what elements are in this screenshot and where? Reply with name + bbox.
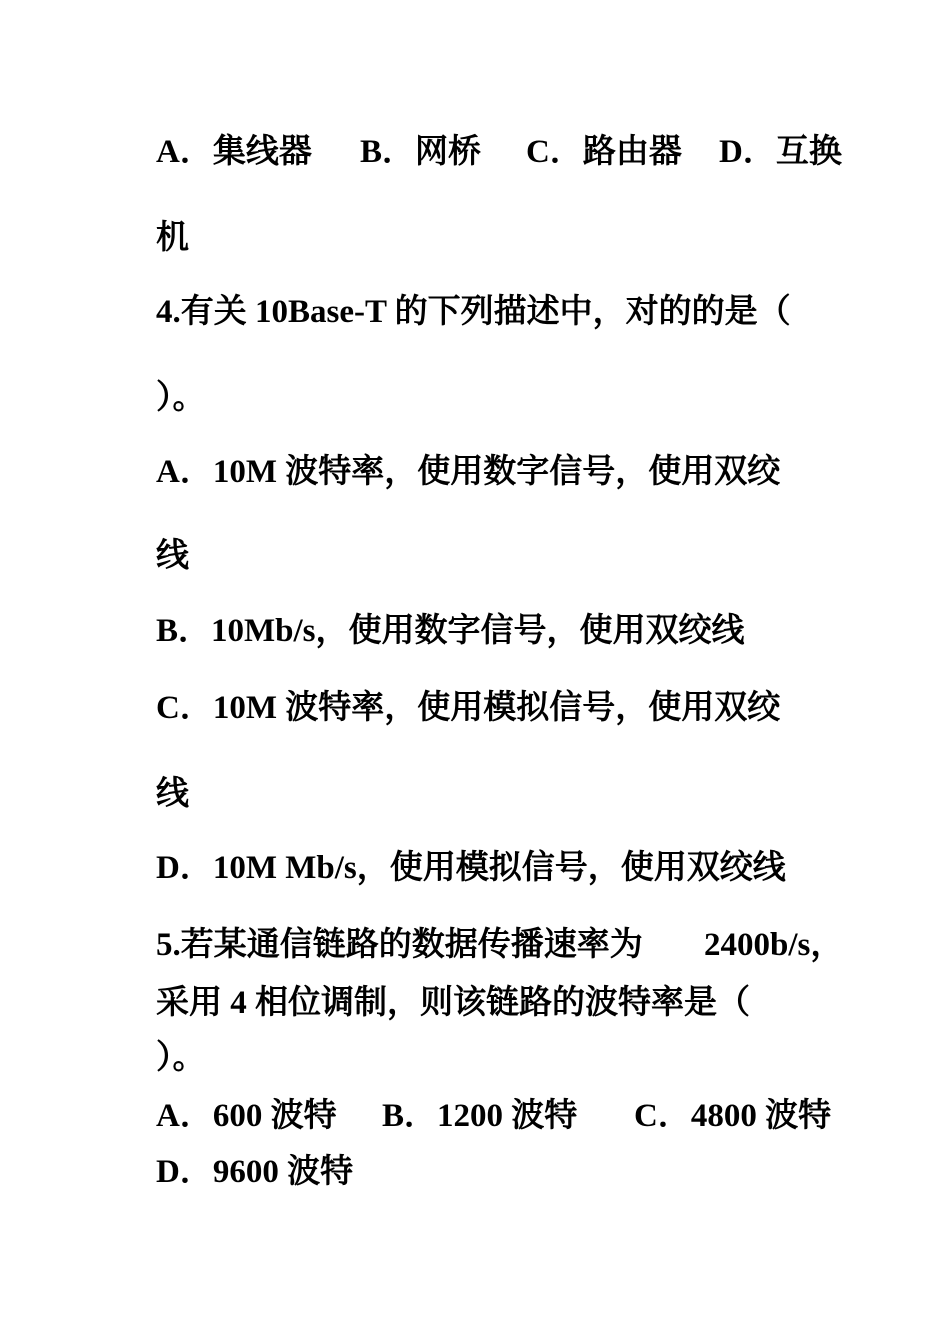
- q5-stem-left: 5.若某通信链路的数据传播速率为: [156, 927, 643, 963]
- q5-stem-line2: 采用 4 相位调制，则该链路的波特率是（: [156, 985, 750, 1021]
- q4-option-a-wrap: 线: [156, 538, 189, 574]
- q3-options-line: [156, 132, 876, 172]
- q4-stem-line2: ）。: [156, 380, 206, 416]
- q3-option-c: C．路由器: [526, 134, 682, 170]
- q3-option-b: B．网桥: [360, 134, 482, 170]
- q3-option-d-wrap: 机: [156, 220, 189, 256]
- q4-stem-line1: 4.有关 10Base-T 的下列描述中，对的的是（: [156, 294, 791, 330]
- q5-option-b: B．1200 波特: [382, 1098, 578, 1134]
- q5-stem-line1: [156, 925, 856, 965]
- q4-option-c: C．10M 波特率，使用模拟信号，使用双绞: [156, 690, 781, 726]
- q5-stem-rate: 2400b/s，: [704, 927, 844, 963]
- q3-option-a: A．集线器: [156, 134, 312, 170]
- q4-option-c-wrap: 线: [156, 776, 189, 812]
- q4-option-b: B．10Mb/s，使用数字信号，使用双绞线: [156, 613, 745, 649]
- q5-option-a: A．600 波特: [156, 1098, 337, 1134]
- q4-option-d: D．10M Mb/s，使用模拟信号，使用双绞线: [156, 850, 786, 886]
- q5-options-line: [156, 1096, 876, 1136]
- q4-option-a: A．10M 波特率，使用数字信号，使用双绞: [156, 454, 781, 490]
- q5-option-c: C．4800 波特: [634, 1098, 832, 1134]
- q5-option-d: D．9600 波特: [156, 1154, 354, 1190]
- q5-stem-line3: ）。: [156, 1040, 206, 1076]
- q3-option-d: D．互换: [719, 134, 842, 170]
